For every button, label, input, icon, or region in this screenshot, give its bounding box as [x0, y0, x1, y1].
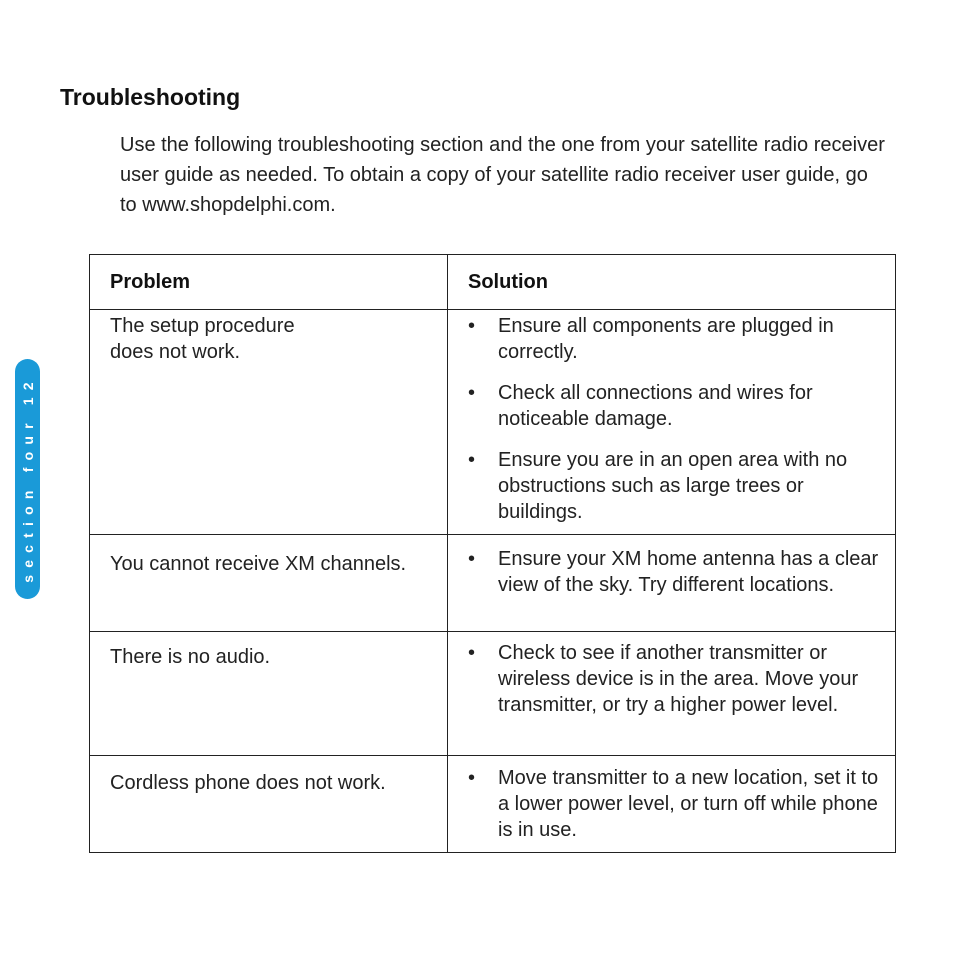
- solution-cell: [448, 632, 896, 756]
- problem-text: There is no audio.: [110, 646, 271, 668]
- solution-item: • Move transmitter to a new location, set it to a lower power level, or turn off while phone is in use.: [468, 765, 881, 843]
- solution-list: [468, 546, 881, 598]
- problem-cell: [90, 310, 448, 535]
- section-tab: [15, 359, 40, 599]
- table-row: [90, 535, 896, 632]
- solution-item: • Check to see if another transmitter or wireless device is in the area. Move your transmitter, or try a higher power level.: [468, 640, 881, 718]
- solution-column-header: Solution: [448, 255, 896, 310]
- solution-list: [468, 313, 881, 525]
- solution-cell: [448, 535, 896, 632]
- page-title: Troubleshooting: [60, 84, 241, 110]
- solution-item: • Check all connections and wires for noticeable damage.: [468, 380, 881, 432]
- solution-cell: [448, 310, 896, 535]
- solution-item: • Ensure all components are plugged in correctly.: [468, 313, 881, 365]
- solution-item: • Ensure your XM home antenna has a clear view of the sky. Try different locations.: [468, 546, 881, 598]
- troubleshooting-table: [89, 254, 896, 853]
- solution-list: [468, 765, 881, 843]
- problem-cell: [90, 632, 448, 756]
- solution-item: • Ensure you are in an open area with no obstructions such as large trees or buildings.: [468, 447, 881, 525]
- problem-column-header: Problem: [90, 255, 448, 310]
- table-header-row: [90, 255, 896, 310]
- table-row: [90, 310, 896, 535]
- table-row: [90, 632, 896, 756]
- problem-cell: [90, 535, 448, 632]
- problem-text: The setup procedure does not work.: [110, 315, 295, 363]
- solution-cell: [448, 756, 896, 853]
- intro-paragraph: Use the following troubleshooting section and the one from your satellite radio receiver user guide as needed. To obtain a copy of your satellite radio receiver user guide, go to www.shopdelphi.com.: [120, 134, 885, 216]
- section-tab-label: section four 12: [19, 375, 36, 583]
- problem-text: Cordless phone does not work.: [110, 772, 386, 794]
- table-row: [90, 756, 896, 853]
- problem-cell: [90, 756, 448, 853]
- solution-list: [468, 640, 881, 718]
- problem-text: You cannot receive XM channels.: [110, 553, 407, 575]
